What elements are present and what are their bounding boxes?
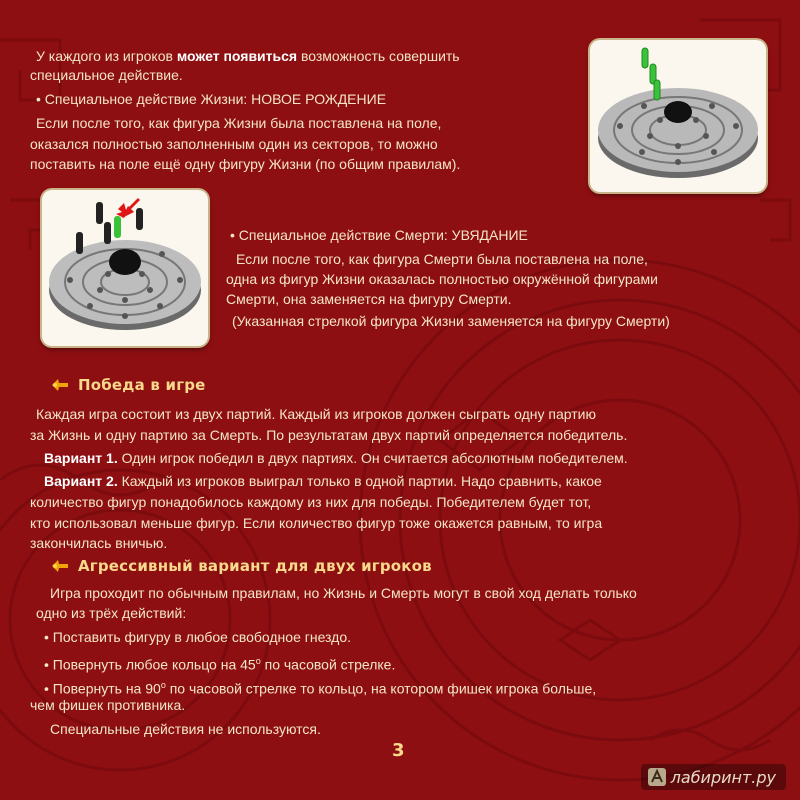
aggressive-footer: Специальные действия не используются. — [50, 721, 321, 737]
variant-1 — [44, 449, 628, 467]
aggressive-bullet-3 — [44, 676, 596, 698]
variant-1-text: Один игрок победил в двух партиях. Он считается абсолютным победителем. — [117, 450, 628, 466]
variant-1-label: Вариант 1. — [44, 450, 118, 466]
watermark-text: лабиринт.ру — [670, 767, 776, 787]
board-illustration-2 — [42, 190, 208, 346]
death-action-line-2: одна из фигур Жизни оказалась полностью окружённой фигурами — [226, 271, 658, 287]
variant-2-label: Вариант 2. — [44, 473, 118, 489]
life-action-heading: • Специальное действие Жизни: НОВОЕ РОЖДЕНИЕ — [36, 91, 387, 107]
page-number: 3 — [392, 740, 405, 761]
death-action-heading: • Специальное действие Смерти: УВЯДАНИЕ — [230, 227, 528, 243]
board-illustration — [590, 40, 766, 192]
degree-mark: о — [160, 680, 166, 690]
intro-line-2: специальное действие. — [30, 67, 183, 83]
death-action-line-1: Если после того, как фигура Смерти была поставлена на поле, — [236, 251, 648, 267]
variant-2-line-4: закончилась вничью. — [30, 535, 168, 551]
intro-text-end: возможность совершить — [297, 48, 460, 64]
bullet-2-text: • Повернуть любое кольцо на 45 — [44, 656, 256, 673]
life-action-line-1: Если после того, как фигура Жизни была поставлена на поле, — [36, 115, 442, 131]
death-action-note: (Указанная стрелкой фигура Жизни заменяется на фигуру Смерти) — [232, 313, 670, 329]
fleur-icon — [50, 377, 70, 393]
degree-mark: о — [255, 656, 261, 666]
board-photo-new-birth — [590, 40, 766, 192]
bullet-2-text-end: по часовой стрелке. — [260, 656, 396, 673]
watermark — [641, 764, 786, 790]
board-photo-withering — [42, 190, 208, 346]
life-action-line-2: оказался полностью заполненным один из секторов, то можно — [30, 136, 438, 152]
labirint-logo-icon — [647, 767, 667, 787]
life-action-line-3: поставить на поле ещё одну фигуру Жизни (по общим правилам). — [30, 156, 461, 172]
variant-2-line-3: кто использовал меньше фигур. Если количество фигур тоже окажется равным, то игра — [30, 515, 603, 531]
victory-line-2: за Жизнь и одну партию за Смерть. По результатам двух партий определяется победитель. — [30, 427, 628, 443]
victory-heading — [50, 376, 206, 394]
aggressive-bullet-2 — [44, 652, 395, 674]
aggressive-bullet-1: • Поставить фигуру в любое свободное гнездо. — [44, 629, 352, 645]
victory-line-1: Каждая игра состоит из двух партий. Каждый из игроков должен сыграть одну партию — [36, 406, 596, 422]
aggressive-title: Агрессивный вариант для двух игроков — [78, 557, 432, 575]
bullet-3-text-end: по часовой стрелке то кольцо, на котором фишек игрока больше, — [165, 680, 597, 697]
aggressive-bullet-3-line-2: чем фишек противника. — [30, 697, 186, 713]
intro-text: У каждого из игроков — [36, 48, 177, 64]
intro-bold: может появиться — [176, 48, 298, 64]
aggressive-line-2: одно из трёх действий: — [36, 605, 187, 621]
intro-line-1 — [36, 47, 460, 65]
death-action-line-3: Смерти, она заменяется на фигуру Смерти. — [226, 291, 512, 307]
variant-2 — [44, 472, 602, 490]
variant-2-text: Каждый из игроков выиграл только в одной партии. Надо сравнить, какое — [117, 473, 602, 489]
variant-2-line-2: количество фигур понадобилось каждому из них для победы. Победителем будет тот, — [30, 494, 592, 510]
aggressive-heading — [50, 557, 432, 575]
aggressive-line-1: Игра проходит по обычным правилам, но Жизнь и Смерть могут в свой ход делать только — [50, 585, 637, 601]
fleur-icon — [50, 558, 70, 574]
victory-title: Победа в игре — [78, 376, 206, 394]
bullet-3-text: • Повернуть на 90 — [44, 680, 161, 697]
